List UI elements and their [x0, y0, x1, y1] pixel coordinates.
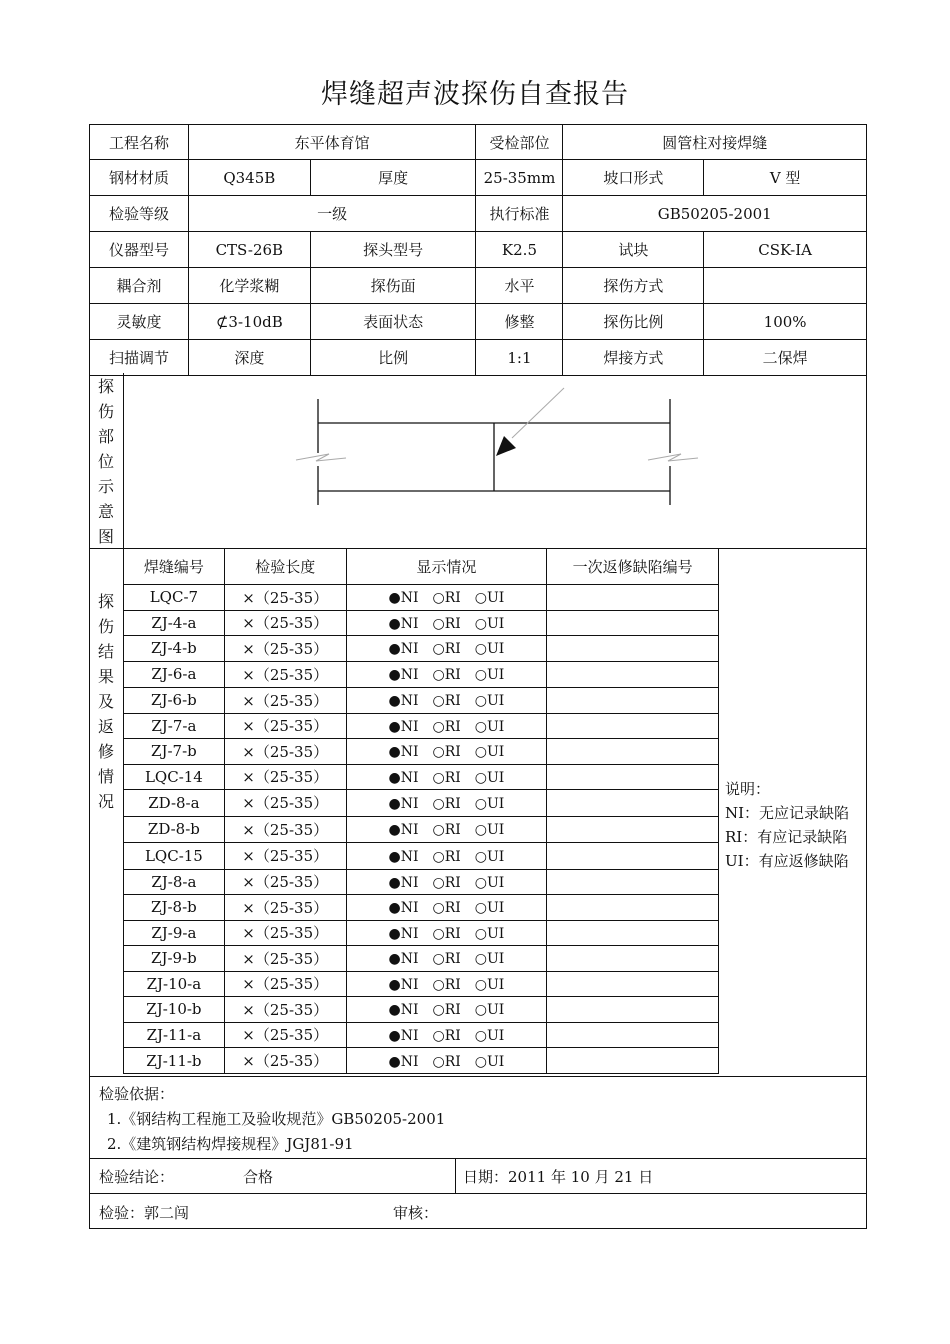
display-status: ●NI ○RI ○UI: [346, 816, 547, 843]
report-date: 日期：2011 年 10 月 21 日: [463, 1168, 654, 1186]
display-status: ●NI ○RI ○UI: [346, 687, 547, 713]
probe-direction-line: [512, 388, 564, 438]
repair-defect-id: [547, 1048, 719, 1074]
display-status: ●NI ○RI ○UI: [346, 764, 547, 790]
conclusion-value: 合格: [243, 1168, 274, 1186]
display-status: ●NI ○RI ○UI: [346, 997, 547, 1023]
result-row: [124, 636, 719, 662]
result-row: [124, 816, 719, 843]
field-value: 100%: [704, 304, 867, 340]
field-label: 工程名称: [90, 125, 189, 160]
inspection-length: ×（25-35）: [224, 816, 346, 843]
weld-id: ZJ-11-b: [124, 1048, 225, 1074]
repair-defect-id: [547, 790, 719, 817]
repair-defect-id: [547, 843, 719, 870]
inspection-length: ×（25-35）: [224, 1048, 346, 1074]
field-value: CTS-26B: [188, 232, 310, 268]
field-value: CSK-IA: [704, 232, 867, 268]
divider: [89, 1076, 867, 1077]
repair-defect-id: [547, 869, 719, 895]
display-status: ●NI ○RI ○UI: [346, 739, 547, 765]
weld-position-diagram: [124, 374, 866, 547]
weld-id: ZJ-6-a: [124, 661, 225, 687]
field-value: V 型: [704, 160, 867, 196]
inspection-basis: [99, 1082, 445, 1157]
label-char: 探: [97, 377, 114, 396]
repair-defect-id: [547, 997, 719, 1023]
display-status: ●NI ○RI ○UI: [346, 610, 547, 636]
label-char: 示: [97, 477, 114, 496]
results-label: [96, 589, 116, 814]
field-value: 二保焊: [704, 340, 867, 376]
label-char: 修: [97, 742, 114, 761]
field-label: 检验等级: [90, 196, 189, 232]
repair-defect-id: [547, 764, 719, 790]
field-label: 探伤方式: [563, 268, 704, 304]
inspection-length: ×（25-35）: [224, 636, 346, 662]
result-row: [124, 687, 719, 713]
field-label: 受检部位: [476, 125, 563, 160]
weld-id: ZJ-6-b: [124, 687, 225, 713]
page-title: 焊缝超声波探伤自查报告: [321, 79, 629, 110]
repair-defect-id: [547, 636, 719, 662]
display-status: ●NI ○RI ○UI: [346, 895, 547, 921]
basis-item: 1.《钢结构工程施工及验收规范》GB50205-2001: [107, 1110, 446, 1128]
repair-defect-id: [547, 610, 719, 636]
inspection-length: ×（25-35）: [224, 971, 346, 997]
field-value: [704, 268, 867, 304]
display-status: ●NI ○RI ○UI: [346, 920, 547, 946]
label-char: 情: [97, 767, 114, 786]
field-value: 水平: [476, 268, 563, 304]
label-char: 况: [97, 792, 114, 811]
field-value: Q345B: [188, 160, 310, 196]
result-row: [124, 895, 719, 921]
inspection-length: ×（25-35）: [224, 895, 346, 921]
repair-defect-id: [547, 895, 719, 921]
field-label: 表面状态: [310, 304, 476, 340]
result-row: [124, 920, 719, 946]
divider: [455, 1158, 456, 1193]
weld-id: ZJ-7-b: [124, 739, 225, 765]
field-value: 东平体育馆: [188, 125, 476, 160]
weld-id: ZJ-8-b: [124, 895, 225, 921]
repair-defect-id: [547, 713, 719, 739]
result-row: [124, 843, 719, 870]
inspection-length: ×（25-35）: [224, 610, 346, 636]
result-row: [124, 661, 719, 687]
weld-id: ZD-8-a: [124, 790, 225, 817]
weld-id: ZJ-11-a: [124, 1022, 225, 1048]
probe-arrow-icon: [496, 436, 516, 456]
field-label: 探伤面: [310, 268, 476, 304]
display-status: ●NI ○RI ○UI: [346, 585, 547, 611]
weld-id: ZJ-10-a: [124, 971, 225, 997]
field-label: 厚度: [310, 160, 476, 196]
weld-id: ZJ-10-b: [124, 997, 225, 1023]
repair-defect-id: [547, 946, 719, 972]
column-header: 焊缝编号: [124, 549, 225, 585]
info-table: [89, 124, 867, 376]
result-row: [124, 764, 719, 790]
weld-id: LQC-15: [124, 843, 225, 870]
label-char: 及: [97, 692, 114, 711]
column-header: 检验长度: [224, 549, 346, 585]
display-status: ●NI ○RI ○UI: [346, 843, 547, 870]
result-row: [124, 997, 719, 1023]
field-value: 圆管柱对接焊缝: [563, 125, 867, 160]
field-label: 耦合剂: [90, 268, 189, 304]
result-row: [124, 1048, 719, 1074]
inspection-length: ×（25-35）: [224, 739, 346, 765]
display-status: ●NI ○RI ○UI: [346, 661, 547, 687]
repair-defect-id: [547, 1022, 719, 1048]
right-break-symbol: [648, 454, 698, 461]
label-char: 探: [97, 592, 114, 611]
weld-id: ZJ-9-b: [124, 946, 225, 972]
results-table: [123, 548, 719, 1074]
weld-id: ZJ-4-a: [124, 610, 225, 636]
field-label: 灵敏度: [90, 304, 189, 340]
field-label: 探头型号: [310, 232, 476, 268]
notes-heading: 说明：: [725, 780, 771, 798]
inspection-length: ×（25-35）: [224, 713, 346, 739]
display-status: ●NI ○RI ○UI: [346, 1048, 547, 1074]
label-char: 图: [97, 527, 114, 546]
label-char: 伤: [97, 617, 114, 636]
field-value: 修整: [476, 304, 563, 340]
result-row: [124, 790, 719, 817]
inspector: 检验：郭二闯: [99, 1204, 190, 1222]
inspection-length: ×（25-35）: [224, 661, 346, 687]
conclusion-label: 检验结论：: [99, 1168, 175, 1186]
field-label: 扫描调节: [90, 340, 189, 376]
field-value: 深度: [188, 340, 310, 376]
display-status: ●NI ○RI ○UI: [346, 713, 547, 739]
results-header-row: [124, 549, 719, 585]
basis-heading: 检验依据：: [99, 1085, 175, 1103]
result-row: [124, 869, 719, 895]
label-char: 位: [97, 452, 114, 471]
label-char: 伤: [97, 402, 114, 421]
field-value: 化学浆糊: [188, 268, 310, 304]
inspection-length: ×（25-35）: [224, 920, 346, 946]
column-header: 显示情况: [346, 549, 547, 585]
result-row: [124, 610, 719, 636]
info-row: [90, 268, 867, 304]
label-char: 返: [97, 717, 114, 736]
label-char: 意: [97, 502, 114, 521]
field-value: 1:1: [476, 340, 563, 376]
inspection-length: ×（25-35）: [224, 687, 346, 713]
field-label: 坡口形式: [563, 160, 704, 196]
divider: [89, 1193, 867, 1194]
divider: [89, 1158, 867, 1159]
inspection-length: ×（25-35）: [224, 843, 346, 870]
repair-defect-id: [547, 920, 719, 946]
reviewer: 审核：: [393, 1204, 439, 1222]
repair-defect-id: [547, 585, 719, 611]
result-row: [124, 585, 719, 611]
field-value: ⊄3-10dB: [188, 304, 310, 340]
result-row: [124, 1022, 719, 1048]
inspection-length: ×（25-35）: [224, 585, 346, 611]
field-label: 试块: [563, 232, 704, 268]
repair-defect-id: [547, 816, 719, 843]
notes-line: RI：有应记录缺陷: [725, 828, 848, 846]
display-status: ●NI ○RI ○UI: [346, 971, 547, 997]
field-label: 仪器型号: [90, 232, 189, 268]
diagram-label: [96, 374, 116, 549]
weld-id: LQC-14: [124, 764, 225, 790]
field-label: 焊接方式: [563, 340, 704, 376]
left-break-symbol: [296, 454, 346, 461]
notes-line: UI：有应返修缺陷: [725, 852, 849, 870]
column-header: 一次返修缺陷编号: [547, 549, 719, 585]
info-row: [90, 160, 867, 196]
field-label: 钢材材质: [90, 160, 189, 196]
inspection-length: ×（25-35）: [224, 869, 346, 895]
field-value: K2.5: [476, 232, 563, 268]
weld-id: ZJ-4-b: [124, 636, 225, 662]
result-row: [124, 739, 719, 765]
basis-item: 2.《建筑钢结构焊接规程》JGJ81-91: [107, 1135, 354, 1153]
inspection-length: ×（25-35）: [224, 764, 346, 790]
repair-defect-id: [547, 971, 719, 997]
result-row: [124, 971, 719, 997]
label-char: 结: [97, 642, 114, 661]
info-row: [90, 125, 867, 160]
display-status: ●NI ○RI ○UI: [346, 869, 547, 895]
result-row: [124, 946, 719, 972]
repair-defect-id: [547, 661, 719, 687]
notes-line: NI：无应记录缺陷: [725, 804, 850, 822]
repair-defect-id: [547, 739, 719, 765]
inspection-length: ×（25-35）: [224, 1022, 346, 1048]
label-char: 部: [97, 427, 114, 446]
inspection-length: ×（25-35）: [224, 997, 346, 1023]
display-status: ●NI ○RI ○UI: [346, 636, 547, 662]
display-status: ●NI ○RI ○UI: [346, 790, 547, 817]
info-row: [90, 232, 867, 268]
weld-id: ZJ-8-a: [124, 869, 225, 895]
weld-id: ZJ-7-a: [124, 713, 225, 739]
field-value: 一级: [188, 196, 476, 232]
weld-id: ZD-8-b: [124, 816, 225, 843]
inspection-length: ×（25-35）: [224, 946, 346, 972]
legend-notes: [725, 777, 849, 873]
field-label: 执行标准: [476, 196, 563, 232]
weld-id: ZJ-9-a: [124, 920, 225, 946]
display-status: ●NI ○RI ○UI: [346, 1022, 547, 1048]
info-row: [90, 304, 867, 340]
field-value: 25-35mm: [476, 160, 563, 196]
field-value: GB50205-2001: [563, 196, 867, 232]
info-row: [90, 340, 867, 376]
field-label: 比例: [310, 340, 476, 376]
display-status: ●NI ○RI ○UI: [346, 946, 547, 972]
result-row: [124, 713, 719, 739]
inspection-length: ×（25-35）: [224, 790, 346, 817]
repair-defect-id: [547, 687, 719, 713]
info-row: [90, 196, 867, 232]
label-char: 果: [97, 667, 114, 686]
field-label: 探伤比例: [563, 304, 704, 340]
weld-id: LQC-7: [124, 585, 225, 611]
